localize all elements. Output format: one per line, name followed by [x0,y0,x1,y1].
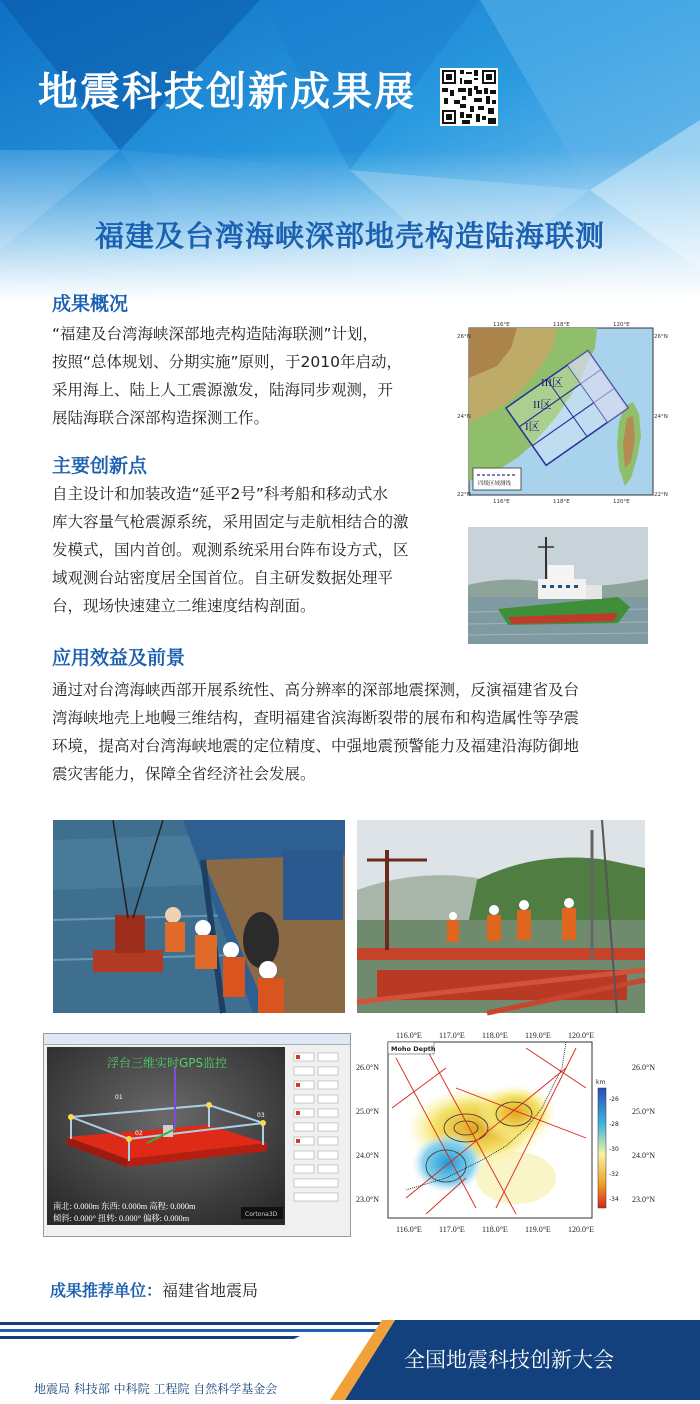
map-tick-label: 116°E [493,322,510,328]
gps-control-panel [290,1047,346,1225]
moho-tick-label: 120.0°E [568,1031,595,1040]
innovation-line: 发模式，国内首创。观测系统采用台阵布设方式，区 [52,541,409,559]
innovation-line: 库大容量气枪震源系统，采用固定与走航相结合的激 [52,513,409,531]
moho-tick-label: 118.0°E [482,1225,508,1234]
floating-platform-photo [357,820,645,1013]
moho-tick-label: 24.0°N [356,1151,379,1160]
moho-tick-label: 119.0°E [525,1225,551,1234]
colorbar-tick: -32 [609,1171,619,1178]
main-title: 地震科技创新成果展 [38,69,416,115]
map-legend-text: 四级区域测线 [478,481,512,487]
footer-organization: 全国地震科技创新大会 [404,1348,614,1372]
moho-tick-label: 25.0°N [356,1107,379,1116]
research-ship-photo [468,527,648,644]
application-line: 震灾害能力，保障全省经济社会发展。 [52,765,316,783]
gps-status-line: 南北: 0.000m 东西: 0.000m 高程: 0.000m [53,1202,196,1211]
gps-view-title: 浮台三维实时GPS监控 [107,1056,228,1070]
overview-line: 采用海上、陆上人工震源激发，陆海同步观测，开 [52,381,394,399]
gps-3d-view [47,1047,285,1225]
colorbar-tick: -34 [609,1196,619,1203]
innovation-line: 自主设计和加装改造“延平2号”科考船和移动式水 [52,485,388,503]
application-line: 通过对台湾海峡西部开展系统性、高分辨率的深部地震探测，反演福建省及台 [52,681,580,699]
application-text [52,676,662,788]
zone-label: I区 [525,421,540,433]
overview-line: “福建及台湾海峡深部地壳构造陆海联测”计划， [52,325,379,343]
map-tick-label: 24°N [654,414,668,420]
overview-text [52,320,452,432]
gps-point-label: 01 [115,1094,123,1101]
recommend-value: 福建省地震局 [162,1281,259,1300]
map-tick-label: 22°N [654,492,668,498]
overview-line: 按照“总体规划、分期实施”原则，于2010年启动， [52,353,403,371]
moho-tick-label: 26.0°N [356,1063,379,1072]
colorbar-tick: -30 [609,1146,619,1153]
application-heading: 应用效益及前景 [52,647,186,669]
innovation-line: 台，现场快速建立二维速度结构剖面。 [52,597,316,615]
recommend-label: 成果推荐单位： [50,1281,163,1300]
moho-tick-label: 116.0°E [396,1225,422,1234]
moho-tick-label: 116.0°E [396,1031,422,1040]
map-tick-label: 118°E [553,322,570,328]
overview-heading: 成果概况 [52,293,129,315]
map-tick-label: 120°E [613,322,630,328]
innovation-line: 域观测台站密度居全国首位。自主研发数据处理平 [52,569,394,587]
footer-sponsors: 地震局 科技部 中科院 工程院 自然科学基金会 [34,1382,278,1396]
moho-tick-label: 119.0°E [525,1031,551,1040]
gps-point-label: 02 [135,1130,143,1137]
moho-map-title: Moho Depth [391,1045,436,1053]
window-titlebar [44,1034,350,1045]
zone-label: II区 [533,399,552,411]
moho-tick-label: 24.0°N [632,1151,655,1160]
map-tick-label: 24°N [457,414,471,420]
subtitle: 福建及台湾海峡深部地壳构造陆海联测 [94,219,605,253]
gps-monitor-screenshot [43,1033,351,1237]
innovation-text [52,480,462,620]
innovation-heading: 主要创新点 [52,455,148,477]
colorbar-tick: -28 [609,1121,619,1128]
moho-tick-label: 118.0°E [482,1031,508,1040]
moho-tick-label: 23.0°N [632,1195,655,1204]
colorbar-unit: km [596,1079,606,1086]
airgun-deployment-photo [53,820,345,1013]
cortona-badge: Cortona3D [245,1211,278,1218]
application-line: 湾海峡地壳上地幔三维结构，查明福建省滨海断裂带的展布和构造属性等孕震 [52,709,580,727]
moho-tick-label: 120.0°E [568,1225,595,1234]
map-tick-label: 22°N [457,492,471,498]
survey-zone-map [457,318,668,505]
moho-tick-label: 23.0°N [356,1195,379,1204]
header-banner [0,0,700,300]
gps-status-line: 倾斜: 0.000° 扭转: 0.000° 偏移: 0.000m [53,1214,190,1223]
colorbar-tick: -26 [609,1096,619,1103]
map-tick-label: 26°N [654,334,668,340]
moho-tick-label: 25.0°N [632,1107,655,1116]
map-tick-label: 116°E [493,499,510,505]
map-tick-label: 26°N [457,334,471,340]
application-line: 环境，提高对台湾海峡地震的定位精度、中强地震预警能力及福建沿海防御地 [52,737,580,755]
zone-label: III区 [541,377,563,389]
map-tick-label: 118°E [553,499,570,505]
moho-tick-label: 117.0°E [439,1031,465,1040]
recommend-unit [50,1278,258,1301]
moho-tick-label: 26.0°N [632,1063,655,1072]
overview-line: 展陆海联合深部构造探测工作。 [52,409,270,427]
moho-tick-label: 117.0°E [439,1225,465,1234]
map-tick-label: 120°E [613,499,630,505]
gps-point-label: 03 [257,1112,265,1119]
moho-depth-map [356,1028,666,1240]
qr-code-icon [440,68,498,126]
